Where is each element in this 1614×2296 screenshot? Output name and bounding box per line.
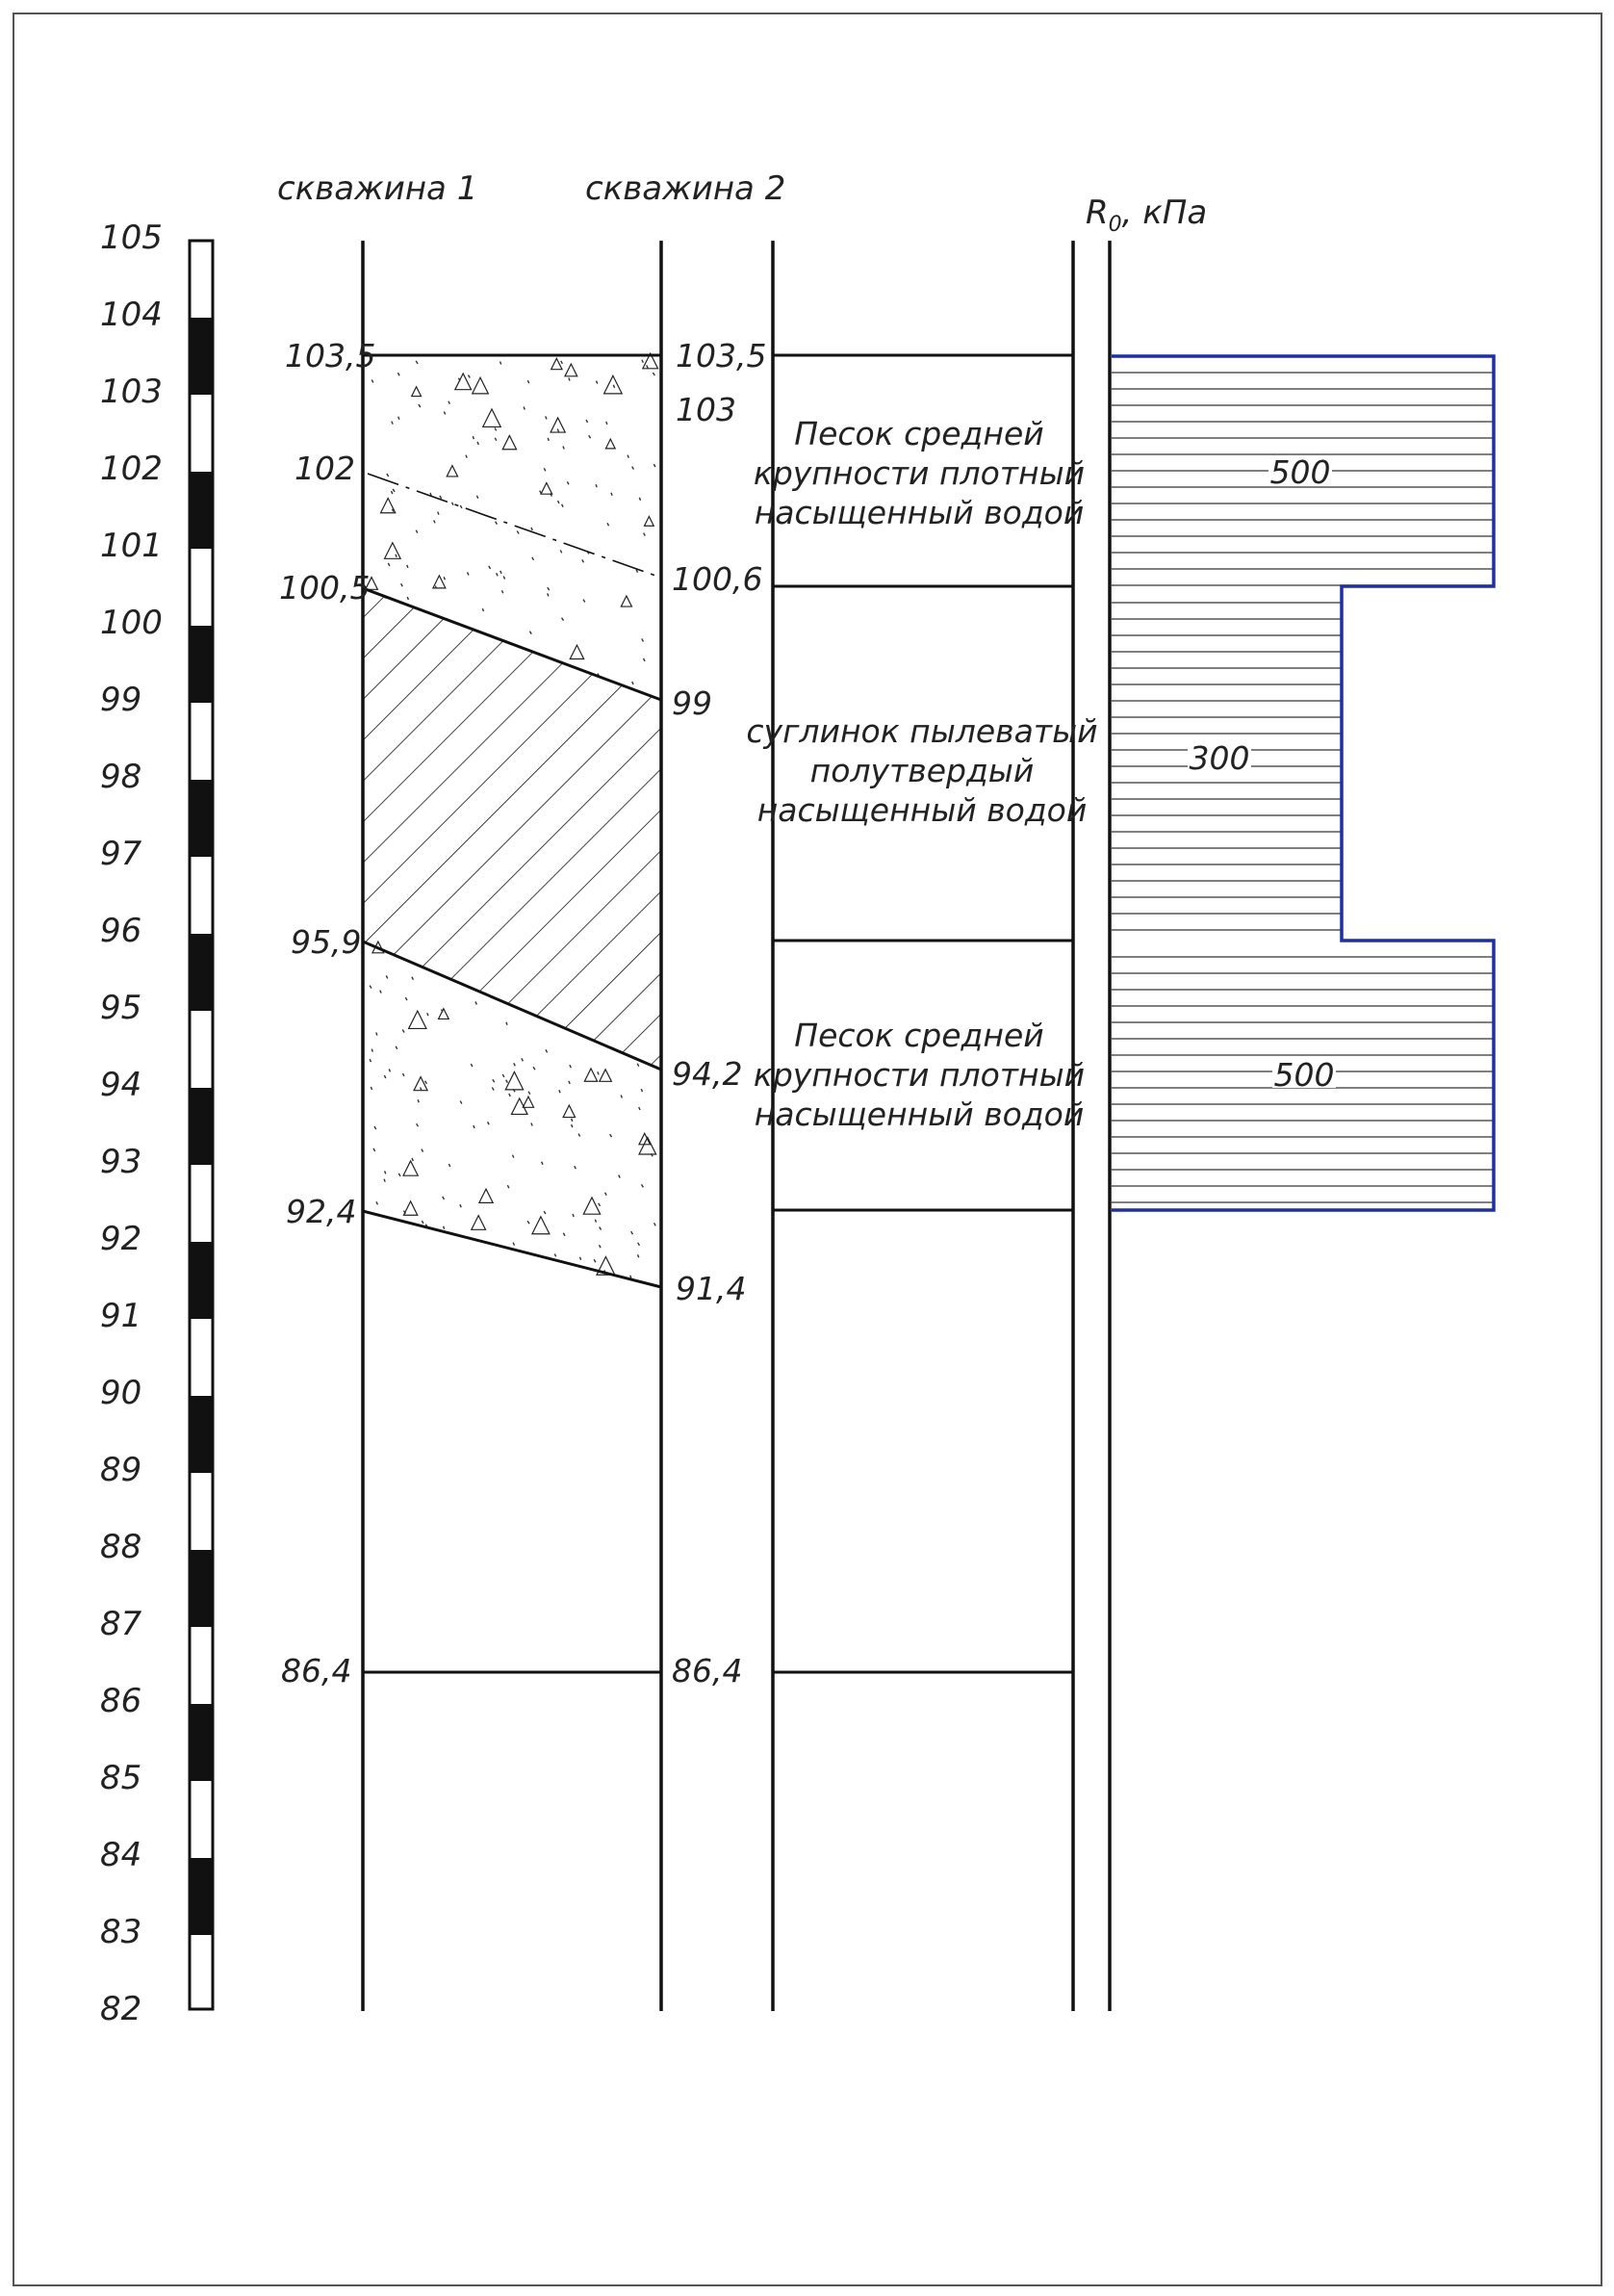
well1-elevation: 86,4 (281, 1652, 352, 1690)
well1-elevation: 100,5 (279, 569, 371, 606)
layer-description-line: Песок средней (794, 415, 1044, 452)
sand-grain-dot (595, 1220, 596, 1223)
scale-segment-black (190, 1858, 213, 1935)
scale-segment-black (190, 934, 213, 1011)
scale-label: 91 (100, 1297, 142, 1335)
well2-elevation: 100,6 (672, 560, 763, 598)
scale-label: 85 (100, 1759, 142, 1797)
r0-value: 500 (1269, 453, 1331, 491)
scale-label: 93 (100, 1143, 142, 1181)
scale-label: 84 (100, 1836, 142, 1874)
r0-value: 500 (1273, 1056, 1335, 1094)
well1-header: скважина 1 (277, 169, 478, 208)
layer-description-line: суглинок пылеватый (746, 712, 1098, 750)
layer-description-line: насыщенный водой (754, 1096, 1085, 1133)
well1-elevation: 103,5 (285, 337, 376, 374)
scale-label: 92 (100, 1220, 142, 1258)
scale-label: 94 (100, 1066, 142, 1104)
scale-label: 86 (100, 1682, 142, 1720)
scale-segment-black (190, 780, 213, 857)
scale-label: 102 (100, 450, 163, 488)
scale-segment-black (190, 1242, 213, 1319)
well1-elevation: 92,4 (286, 1193, 357, 1230)
layer-description-line: насыщенный водой (756, 791, 1088, 829)
sand-grain-dot (596, 484, 597, 487)
sand-grain-dot (506, 1022, 507, 1025)
layer-description-line: Песок средней (794, 1017, 1044, 1054)
r0-chart (1110, 241, 1494, 2011)
scale-label: 97 (100, 835, 142, 873)
scale-label: 88 (100, 1528, 142, 1566)
layer-description (746, 712, 1097, 829)
scale-segment-black (190, 318, 213, 395)
sand-grain-dot (482, 608, 483, 611)
well2-elevation: 103 (676, 391, 736, 428)
sand-grain-dot (611, 493, 612, 496)
sand-grain-dot (569, 378, 570, 381)
well2-elevation: 94,2 (672, 1055, 743, 1093)
scale-label: 105 (100, 219, 163, 257)
layer-description-line: полутвердый (809, 752, 1035, 789)
scale-label: 95 (100, 989, 142, 1027)
layer-description-line: насыщенный водой (754, 494, 1085, 531)
scale-label: 100 (100, 604, 163, 642)
scale-label: 90 (100, 1374, 142, 1412)
well2-elevations (672, 337, 766, 1690)
layer-description (754, 1017, 1085, 1133)
r0-value: 300 (1189, 739, 1250, 777)
sand-grain-dot (427, 1013, 428, 1016)
well2-elevation: 91,4 (676, 1270, 747, 1307)
well1-elevation: 102 (295, 450, 355, 487)
scale-label: 82 (100, 1990, 142, 2028)
scale-segment-black (190, 1088, 213, 1165)
scale-segments (190, 318, 213, 1935)
sand-grain-dot (473, 436, 474, 439)
layer-description (754, 415, 1085, 531)
scale-segment-black (190, 626, 213, 703)
scale-segment-black (190, 1550, 213, 1627)
well1-elevation: 95,9 (291, 923, 362, 961)
scale-label: 96 (100, 912, 142, 950)
scale-label: 101 (100, 527, 163, 565)
scale-label: 83 (100, 1913, 142, 1951)
scale-label: 89 (100, 1451, 142, 1489)
well2-elevation: 86,4 (672, 1652, 743, 1690)
layer-description-line: крупности плотный (753, 1056, 1086, 1094)
r0-header: $R_0$, кПа (1086, 193, 1208, 237)
scale-segment-black (190, 472, 213, 549)
scale-label: 99 (100, 681, 142, 719)
section-fill (363, 353, 661, 1672)
sand-grain-dot (384, 1179, 385, 1182)
well2-elevation: 103,5 (676, 337, 767, 374)
scale-segment-black (190, 1704, 213, 1781)
sand-grain-dot (572, 1119, 573, 1122)
description-column (746, 241, 1097, 2011)
scale-label: 103 (100, 373, 163, 411)
scale-label: 87 (100, 1605, 142, 1643)
elevation-scale (100, 219, 213, 2028)
scale-labels (100, 219, 163, 2028)
scale-label: 104 (100, 296, 163, 334)
scale-label: 98 (100, 758, 142, 796)
well2-elevation: 99 (672, 684, 712, 722)
layer-description-line: крупности плотный (753, 454, 1086, 492)
well2-header: скважина 2 (585, 169, 786, 208)
scale-segment-black (190, 1396, 213, 1473)
